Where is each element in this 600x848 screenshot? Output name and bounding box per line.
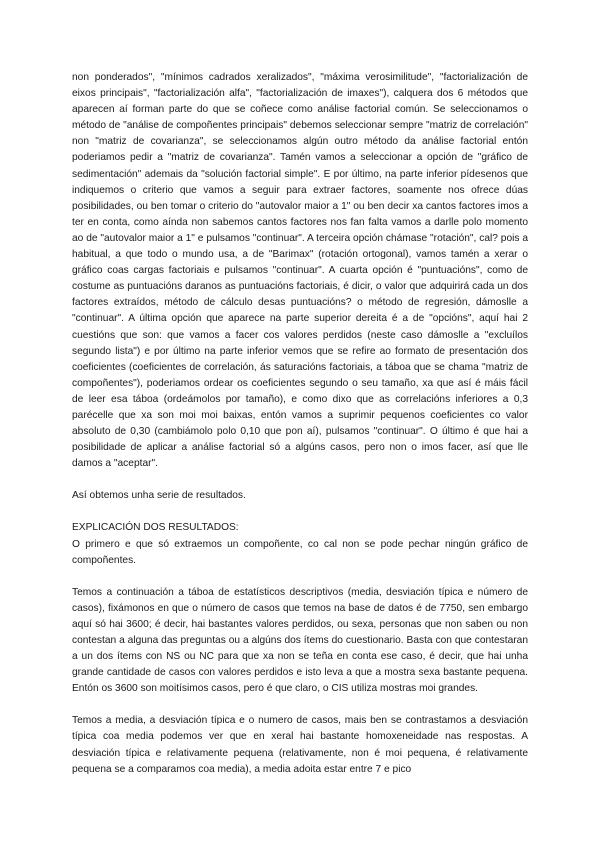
paragraph-spacer (72, 504, 528, 520)
paragraph-results-intro: Así obtemos unha serie de resultados. (72, 490, 246, 502)
paragraph-spacer (72, 697, 528, 713)
paragraph-components: O primero e que só extraemos un compoñente, co cal non se pode pechar ningún gráfico de compoñentes. (72, 538, 528, 566)
paragraph-descriptives: Temos a continuación a táboa de estatísticos descriptivos (media, desviación típica e número de casos), fixámonos en que o número de casos que temos na base de datos é de 7750, sen embargo aquí só hai 3600; é decir, hai bastantes valores perdidos, ou sexa, personas que non saben ou non contestan a alguna das preguntas ou a algúns dos ítems do cuestionario. Basta con que contestaran a un dos ítems con NS ou NC para que xa non se teña en conta ese caso, é decir, que hai unha grande cantidade de casos con valores perdidos e isto leva a que a mostra sexa bastante pequena. Entón os 3600 son moitísimos casos, pero é que claro, o CIS utiliza mostras moi grandes. (72, 586, 528, 695)
document-page (72, 70, 528, 778)
paragraph-spacer (72, 569, 528, 585)
section-heading: EXPLICACIÓN DOS RESULTADOS: (72, 522, 239, 534)
paragraph-analysis-options: non ponderados", "mínimos cadrados xeralizados", "máxima verosimilitude", "factorialización de eixos principais", "factorialización alfa", "factorialización de imaxes"), calquera dos 6 métodos que aparecen aí forman parte do que se coñece como análise factorial común. Se seleccionamos o método de "análise de compoñentes principais" debemos seleccionar sempre "matriz de correlación" non "matriz de covarianza", se seleccionamos algún outro método da análise factorial entón poderiamos pedir a "matriz de covarianza". Tamén vamos a seleccionar a opción de "gráfico de sedimentación" ademais da "solución factorial simple". E por último, na parte inferior pídesenos que indiquemos o criterio que vamos a seguir para extraer factores, soamente nos ofrece dúas posibilidades, ou ben tomar o criterio do "autovalor maior a 1" ou ben decir xa cantos factores imos a ter en conta, como aínda non sabemos cantos factores nos fan falta vamos a darlle polo momento ao de "autovalor maior a 1" e pulsamos "continuar". A terceira opción chámase "rotación", cal? pois a habitual, a que todo o mundo usa, a de "Barimax" (rotación ortogonal), vamos tamén a xerar o gráfico coas cargas factoriais e pulsamos "continuar". A cuarta opción é "puntuacións", como de costume as puntuacións daranos as puntuacións factoriais, é dicir, o valor que adquirirá cada un dos factores extraídos, método de cálculo desas puntuacións? o método de regresión, dámoslle a "continuar". A última opción que aparece na parte superior dereita é a de "opcións", aquí hai 2 cuestións que son: que vamos a facer cos valores perdidos (neste caso dámoslle a "excluílos segundo lista") e por último na parte inferior vemos que se refire ao formato de presentación dos coeficientes (coeficientes de correlación, ás saturacións factoriais, a táboa que se chama "matriz de compoñentes"), poderiamos ordear os coeficientes segundo o seu tamaño, xa que así é máis fácil de leer esa táboa (ordeámolos por tamaño), e como dixo que as correlacións inferiores a 0,3 parécelle que xa son moi moi baixas, entón vamos a suprimir pequenos coeficientes co valor absoluto de 0,30 (cambiámolo polo 0,10 que pon aí), pulsamos "continuar". O último é que hai a posibilidade de aplicar a análise factorial só a algúns casos, pero non o imos facer, así que lle damos a "aceptar". (72, 72, 528, 470)
paragraph-mean-deviation: Temos a media, a desviación típica e o numero de casos, mais ben se contrastamos a desviación típica coa media podemos ver que en xeral hai bastante homoxeneidade nas respostas. A desviación típica e relativamente pequena (relativamente, non é moi pequena, é relativamente pequena se a comparamos coa media), a media adoita estar entre 7 e pico (72, 715, 528, 775)
paragraph-spacer (72, 472, 528, 488)
